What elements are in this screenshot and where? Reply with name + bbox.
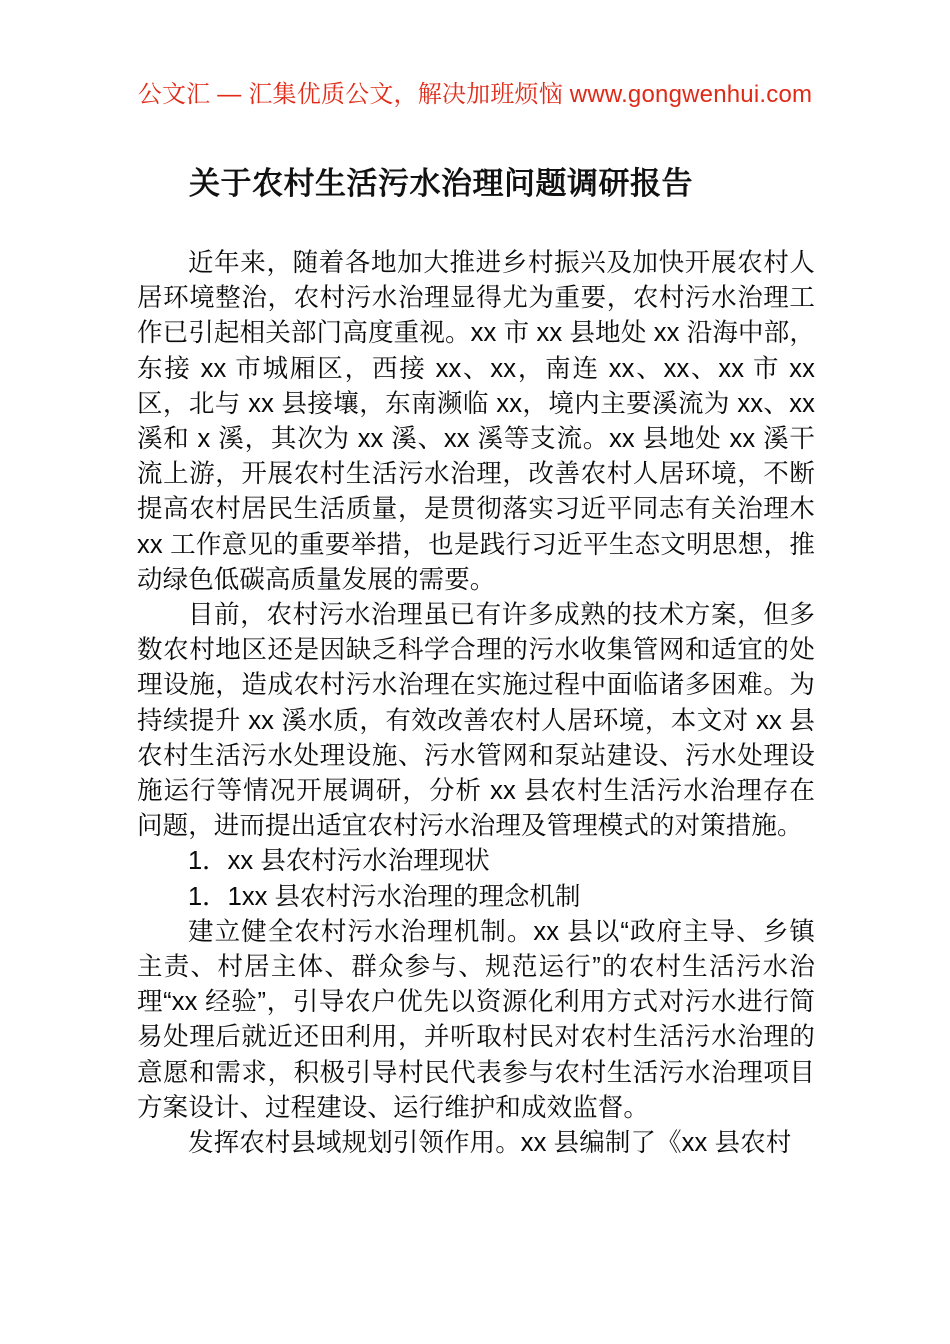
page-title: 关于农村生活污水治理问题调研报告	[189, 166, 693, 201]
site-brand-text: 公文汇 — 汇集优质公文，解决加班烦恼	[137, 81, 563, 108]
heading-section-1: 1．xx 县农村污水治理现状	[188, 847, 490, 876]
paragraph-intro: 近年来，随着各地加大推进乡村振兴及加快开展农村人居环境整治，农村污水治理显得尤为重要，农村污水治理工作已引起相关部门高度重视。xx 市 xx 县地处 xx 沿海中部，东接 xx 市城厢区，西接 xx、xx，南连 xx、xx、xx 市 xx 区，北与 xx 县接壤，东南濒临 xx，境内主要溪流为 xx、xx 溪和 x 溪，其次为 xx 溪、xx 溪等支流。xx 县地处 xx 溪干流上游，开展农村生活污水治理，改善农村人居环境，不断提高农村居民生活质量，是贯彻落实习近平同志有关治理木 xx 工作意见的重要举措，也是践行习近平生态文明思想，推动绿色低碳高质量发展的需要。	[137, 249, 815, 594]
site-watermark-header	[0, 78, 950, 112]
heading-section-1-1: 1．1xx 县农村污水治理的理念机制	[188, 882, 581, 911]
site-url-text: www.gongwenhui.com	[569, 81, 813, 108]
document-body	[137, 160, 815, 1161]
paragraph-current-status: 目前，农村污水治理虽已有许多成熟的技术方案，但多数农村地区还是因缺乏科学合理的污水收集管网和适宜的处理设施，造成农村污水治理在实施过程中面临诸多困难。为持续提升 xx 溪水质，有效改善农村人居环境，本文对 xx 县农村生活污水处理设施、污水管网和泵站建设、污水处理设施运行等情况开展调研，分析 xx 县农村生活污水治理存在问题，进而提出适宜农村污水治理及管理模式的对策措施。	[137, 601, 815, 841]
header-space	[563, 81, 570, 108]
paragraph-county-planning: 发挥农村县域规划引领作用。xx 县编制了《xx 县农村	[188, 1129, 792, 1158]
paragraph-mechanism: 建立健全农村污水治理机制。xx 县以“政府主导、乡镇主责、村居主体、群众参与、规范运行”的农村生活污水治理“xx 经验”，引导农户优先以资源化利用方式对污水进行简易处理后就近还田利用，并听取村民对农村生活污水治理的意愿和需求，积极引导村民代表参与农村生活污水治理项目方案设计、过程建设、运行维护和成效监督。	[137, 917, 815, 1122]
